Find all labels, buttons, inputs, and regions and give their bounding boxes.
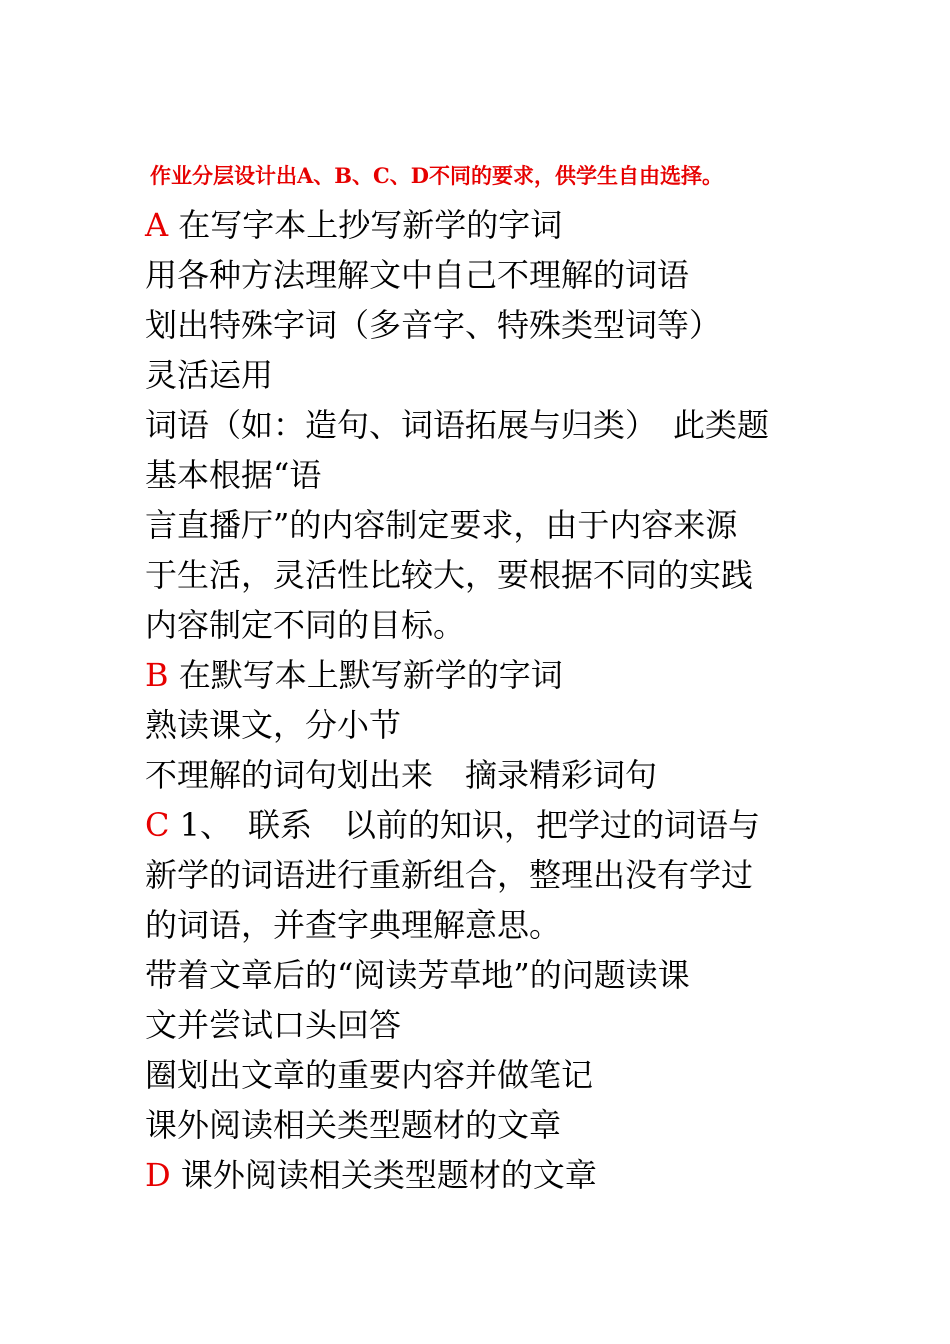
body-line (145, 300, 810, 350)
body-line (145, 1000, 810, 1050)
line-text: 言直播厅”的内容制定要求，由于内容来源 (145, 506, 738, 544)
body-line (145, 1150, 810, 1200)
body-line (145, 950, 810, 1000)
level-marker-a: A (145, 206, 169, 244)
line-text: 词语（如：造句、词语拓展与归类） 此类题 (145, 406, 770, 444)
line-text: 基本根据“语 (145, 456, 322, 494)
level-marker-b: B (145, 656, 169, 694)
body-line (145, 400, 810, 450)
body-line (145, 550, 810, 600)
body-line (145, 350, 810, 400)
line-text: 不理解的词句划出来 摘录精彩词句 (145, 756, 658, 794)
body-line (145, 850, 810, 900)
line-text: 用各种方法理解文中自己不理解的词语 (145, 256, 690, 294)
line-text: 1、 联系 以前的知识，把学过的词语与 (169, 806, 761, 844)
line-text: 内容制定不同的目标。 (145, 606, 466, 644)
line-text: 课外阅读相关类型题材的文章 (145, 1106, 562, 1144)
line-text: 的词语，并查字典理解意思。 (145, 906, 562, 944)
line-text: 新学的词语进行重新组合，整理出没有学过 (145, 856, 754, 894)
line-text: 在默写本上默写新学的字词 (168, 656, 563, 694)
body-line (145, 900, 810, 950)
body-line (145, 500, 810, 550)
line-text: 在写字本上抄写新学的字词 (168, 206, 563, 244)
body-line (145, 1100, 810, 1150)
line-text: 灵活运用 (145, 356, 274, 394)
document-body (145, 200, 810, 1200)
body-line (145, 750, 810, 800)
line-text: 圈划出文章的重要内容并做笔记 (145, 1056, 594, 1094)
line-text: 于生活，灵活性比较大，要根据不同的实践 (145, 556, 754, 594)
body-line (145, 450, 810, 500)
body-line (145, 650, 810, 700)
line-text: 课外阅读相关类型题材的文章 (170, 1156, 597, 1194)
level-marker-d: D (145, 1156, 171, 1194)
line-text: 带着文章后的“阅读芳草地”的问题读课 (145, 956, 690, 994)
body-line (145, 700, 810, 750)
document-heading: 作业分层设计出A、B、C、D不同的要求，供学生自由选择。 (150, 163, 723, 188)
body-line (145, 1050, 810, 1100)
line-text: 划出特殊字词（多音字、特殊类型词等） (145, 306, 722, 344)
line-text: 熟读课文，分小节 (145, 706, 402, 744)
body-line (145, 600, 810, 650)
body-line (145, 250, 810, 300)
body-line (145, 800, 810, 850)
body-line (145, 200, 810, 250)
line-text: 文并尝试口头回答 (145, 1006, 402, 1044)
level-marker-c: C (145, 806, 170, 844)
